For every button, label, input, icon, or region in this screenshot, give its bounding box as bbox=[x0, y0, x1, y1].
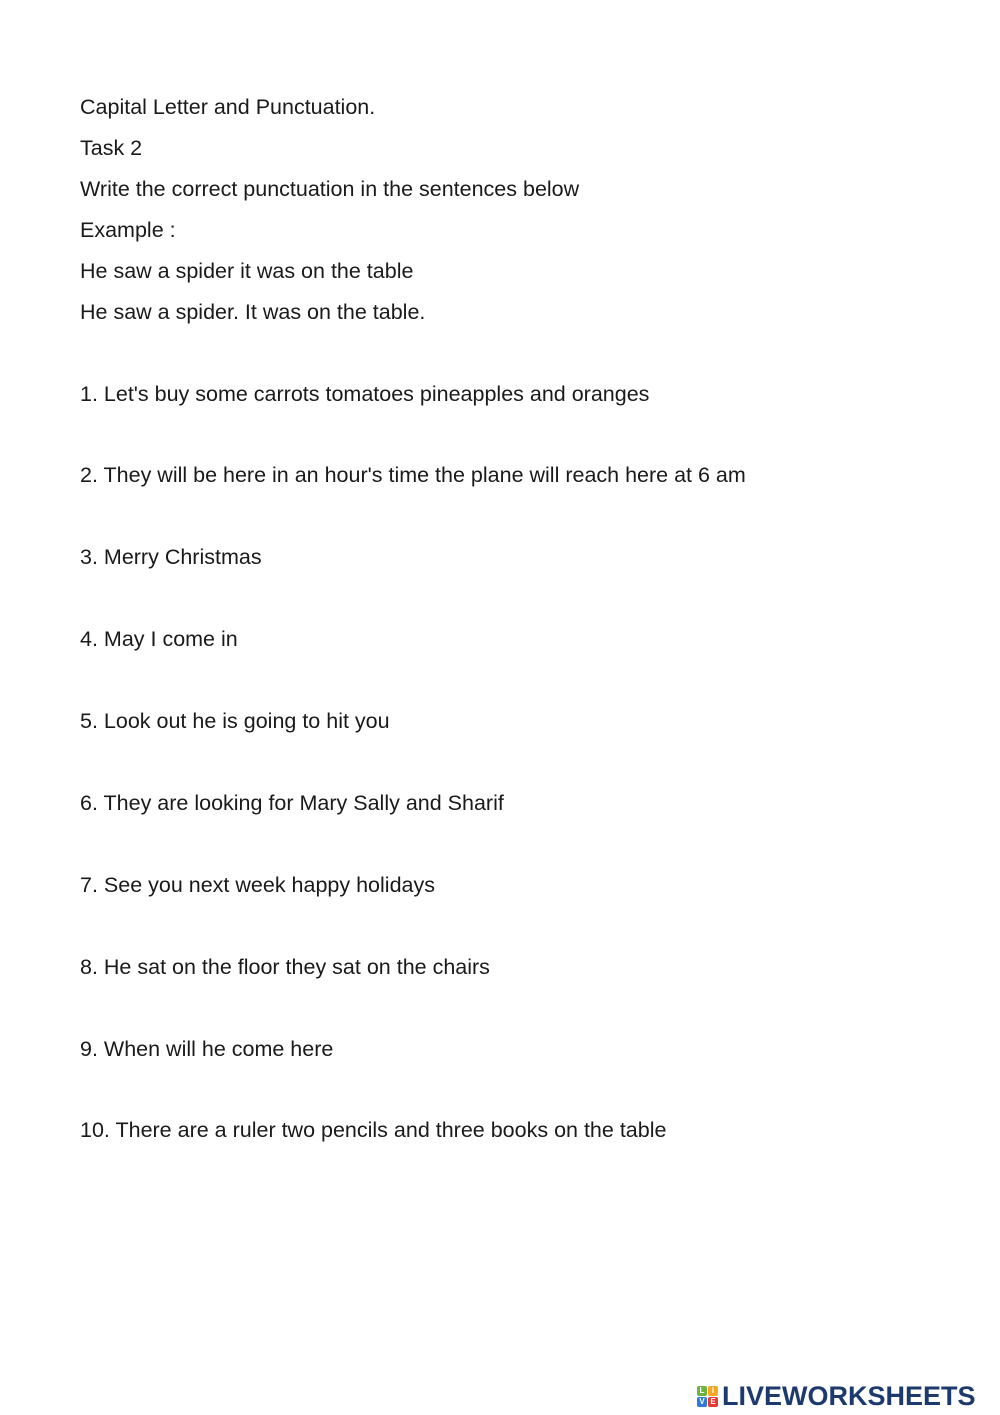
question-2: 2. They will be here in an hour's time the plane will reach here at 6 am bbox=[80, 463, 746, 487]
worksheet-title: Capital Letter and Punctuation. bbox=[80, 95, 376, 119]
example-label: Example : bbox=[80, 218, 176, 242]
logo-tiles-icon: L I V E bbox=[697, 1386, 718, 1407]
example-after: He saw a spider. It was on the table. bbox=[80, 300, 426, 324]
task-label: Task 2 bbox=[80, 136, 143, 160]
logo-text: LIVEWORKSHEETS bbox=[722, 1381, 976, 1411]
example-before: He saw a spider it was on the table bbox=[80, 259, 414, 283]
question-9: 9. When will he come here bbox=[80, 1037, 334, 1061]
question-1: 1. Let's buy some carrots tomatoes pineapples and oranges bbox=[80, 382, 650, 406]
question-7: 7. See you next week happy holidays bbox=[80, 873, 435, 897]
question-10: 10. There are a ruler two pencils and three books on the table bbox=[80, 1118, 667, 1142]
question-4: 4. May I come in bbox=[80, 627, 238, 651]
question-3: 3. Merry Christmas bbox=[80, 545, 262, 569]
liveworksheets-logo bbox=[697, 1381, 976, 1412]
instruction: Write the correct punctuation in the sentences below bbox=[80, 177, 580, 201]
question-5: 5. Look out he is going to hit you bbox=[80, 709, 390, 733]
question-8: 8. He sat on the floor they sat on the chairs bbox=[80, 955, 490, 979]
question-6: 6. They are looking for Mary Sally and Sharif bbox=[80, 791, 504, 815]
